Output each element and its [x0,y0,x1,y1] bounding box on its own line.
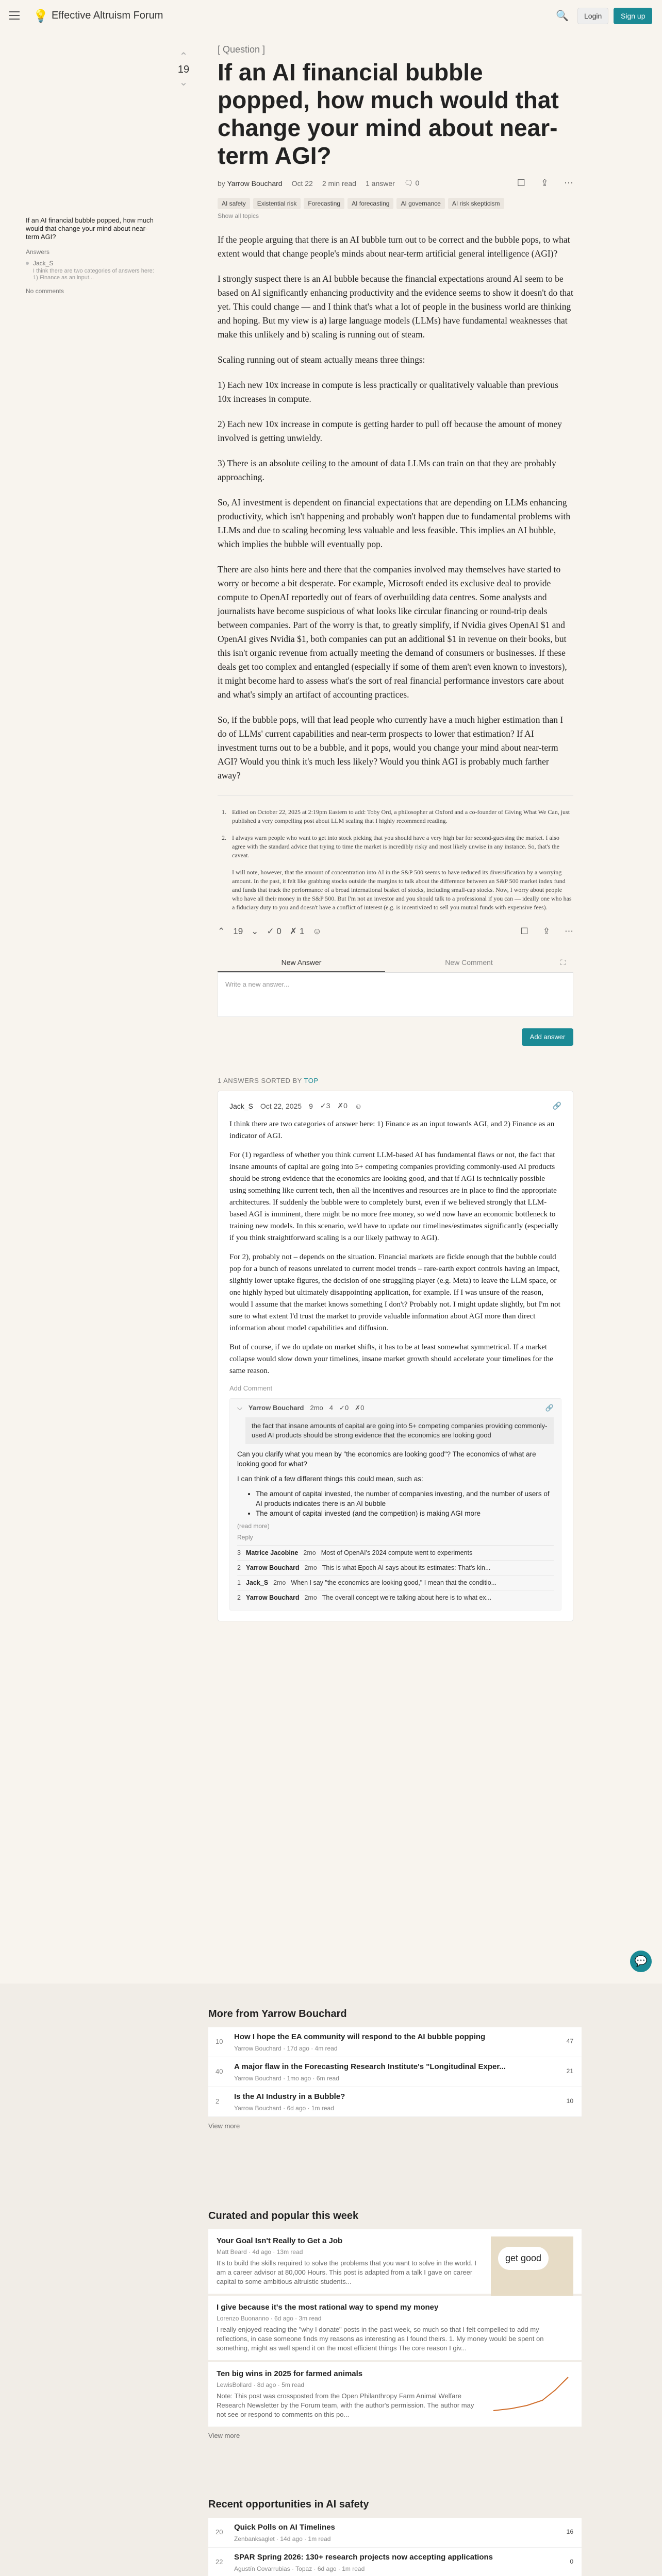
tab-new-answer[interactable]: New Answer [218,952,385,972]
sub-reply-score: 2 [237,1594,241,1601]
curated-card[interactable] [208,2296,582,2360]
more-from-section [208,2008,582,2130]
post-row-comments[interactable]: 10 [566,2097,573,2105]
tag-chip[interactable]: Forecasting [304,198,344,209]
answer-card [218,1091,573,1621]
sub-reply-author[interactable]: Yarrow Bouchard [245,1564,300,1571]
post-row-meta: Yarrow Bouchard · 1mo ago · 6m read [234,2075,339,2082]
curated-list [208,2229,582,2427]
sub-reply-score: 1 [237,1579,241,1586]
menu-icon[interactable] [9,11,20,20]
upvote-icon[interactable]: ⌃ [218,926,225,936]
answer-body [229,1118,561,1377]
curated-title[interactable]: Ten big wins in 2025 for farmed animals [217,2369,363,2378]
post-row-score: 2 [216,2097,220,2105]
post-row[interactable] [208,2027,582,2057]
site-title[interactable]: Effective Altruism Forum [52,10,163,21]
footnote-number: 1. [222,808,226,816]
curated-title[interactable]: I give because it's the most rational way to spend my money [217,2303,439,2312]
reply-header [237,1404,554,1412]
post-actions [218,926,573,937]
sub-replies [237,1545,554,1605]
reply-quote: the fact that insane amounts of capital are going into 5+ competing companies providing commonly-used AI products should be strong evidence that the economics are looking good [245,1417,554,1444]
add-answer-button[interactable]: Add answer [522,1028,573,1046]
sub-reply-author[interactable]: Matrice Jacobine [245,1549,299,1556]
answer-disagree[interactable]: ✗0 [337,1101,347,1110]
post-title: If an AI financial bubble popped, how much would that change your mind about near-term AGI? [218,59,559,169]
post-row-comments[interactable]: 47 [566,2038,573,2045]
curated-meta: Lorenzo Buonanno · 6d ago · 3m read [217,2315,322,2322]
post-vote-widget [173,52,194,88]
more-options-icon[interactable]: ⋯ [564,178,573,188]
sub-reply-time: 2mo [273,1579,286,1586]
more-from-list [208,2027,582,2117]
bookmark-icon[interactable]: ☐ [517,178,525,188]
link-icon[interactable]: 🔗 [545,1404,554,1412]
tab-new-comment[interactable]: New Comment [445,958,493,967]
curated-section [208,2210,582,2439]
post-date: Oct 22 [291,179,313,188]
post-paragraph: 2) Each new 10x increase in compute is getting harder to pull off because the amount of money involved is getting unwieldy. [218,419,562,443]
comment-icon: 🗨 [404,179,413,187]
post-row-title[interactable]: SPAR Spring 2026: 130+ research projects now accepting applications [234,2553,493,2562]
post-row-score: 22 [216,2558,223,2566]
post-row-meta: Yarrow Bouchard · 6d ago · 1m read [234,2105,334,2112]
curated-title[interactable]: Your Goal Isn't Really to Get a Job [217,2236,343,2245]
show-all-topics[interactable]: Show all topics [218,212,259,219]
sort-selector[interactable]: TOP [304,1077,319,1084]
post-paragraph: There are also hints here and there that the companies involved may themselves have started to worry or become a bit desperate. For example, Microsoft ended its exclusive deal to provide compute to OpenAI reportedly out of fears of overbuilding data centres. Some analysts and journalists have become suspicious of what looks like circular financing or round-trip deals between companies. Part of the worry is that, to greatly simplify, if Nvidia gives OpenAI $1 and OpenAI gives Nvidia $1, both companies can put an additional $1 in revenue on their books, but this isn't organic revenue from actually meeting the demand of consumers or businesses. If these deals get too complex and entangled (especially if some of them aren't even known to investors), it might become hard to assess what's the sort of real financial performance investors care about and what's simply an artifact of accounting practices. [218,564,567,700]
post-row-score: 10 [216,2038,223,2045]
post-row[interactable] [208,2548,582,2576]
chart-thumbnail [491,2369,573,2416]
upvote-icon[interactable]: ⌃ [179,51,188,62]
answer-disagree-count: 0 [343,1101,347,1110]
reply-disagree-count: 0 [360,1404,365,1412]
toc-answers-heading[interactable]: Answers [26,248,50,256]
opportunities-section [208,2499,582,2576]
reply-author[interactable]: Yarrow Bouchard [248,1404,304,1412]
sub-reply-excerpt[interactable]: Most of OpenAI's 2024 compute went to experiments [321,1549,473,1556]
post-row-title[interactable]: Quick Polls on AI Timelines [234,2523,335,2532]
reply-score: 4 [329,1404,334,1412]
add-comment-link[interactable]: Add Comment [229,1384,273,1392]
mini-chart-icon [491,2369,573,2416]
sub-reply-row[interactable] [237,1590,554,1605]
tag-chip[interactable]: AI forecasting [347,198,393,209]
post-row-meta: Agustín Covarrubias · Topaz · 6d ago · 1m read [234,2565,365,2572]
post-paragraph: 1) Each new 10x increase in compute is less practically or qualitatively valuable than previous 10x increases in compute. [218,380,558,404]
table-of-contents [26,216,155,295]
post-paragraph: 3) There is an absolute ceiling to the amount of data LLMs can train on that they are probably approaching. [218,458,556,482]
view-more-link[interactable]: View more [208,2432,240,2439]
curated-card[interactable] [208,2362,582,2427]
post-paragraph: I strongly suspect there is an AI bubble because the financial expectations around AI seem to be based on AI significantly enhancing productivity and the evidence seems to show it doesn't do that yet. This could change — and I think that's what a lot of people in the business world are thinking and hoping. But my view is a) large language models (LLMs) have fundamental weaknesses that make this unlikely and b) scaling is running out of steam. [218,274,573,340]
post-row-score: 20 [216,2528,223,2536]
react-icon[interactable]: ☺ [312,926,322,936]
footnote-number: 2. [222,834,226,841]
bookmark-icon[interactable]: ☐ [520,926,528,936]
post-row-title[interactable]: How I hope the EA community will respond to the AI bubble popping [234,2032,486,2041]
more-options-icon[interactable]: ⋯ [565,926,573,936]
post-row-comments[interactable]: 16 [566,2528,573,2535]
collapse-icon[interactable]: ⌵ [237,1404,242,1412]
reply-bullet: • The amount of capital invested, the number of companies investing, and the number of users of AI products indicates there is an AI bubble [256,1489,554,1509]
answer-date: Oct 22, 2025 [260,1101,302,1110]
comments-link[interactable] [404,179,419,188]
answer-paragraph: I think there are two categories of answer here: 1) Finance as an input towards AGI, and 2) Finance as an indicator of AGI. [229,1120,555,1140]
post-row[interactable] [208,2057,582,2087]
curated-excerpt: It's to build the skills required to solve the problems that you want to solve in the world. I am a career advisor at 80,000 Hours. This post is adapted from a talk I gave on career capital to some ambitious altruistic students... [217,2259,476,2285]
post-row-meta: Zenbanksaglet · 14d ago · 1m read [234,2535,331,2543]
curated-excerpt: Note: This post was crossposted from the Open Philanthropy Farm Animal Welfare Research Newsletter by the Forum team, with the author's permission. The author may not see or respond to comments on this po... [217,2392,474,2418]
section-title: More from Yarrow Bouchard [208,2008,347,2020]
sub-reply-row[interactable] [237,1560,554,1575]
curated-card[interactable] [208,2229,582,2294]
reply-paragraph: I can think of a few different things this could mean, such as: [237,1475,423,1483]
thumbnail-caption: get good [498,2247,549,2270]
tag-chip[interactable]: Existential risk [253,198,301,209]
disagree-button[interactable]: ✗ 1 [289,926,305,936]
answer-agree-count: 3 [326,1101,330,1110]
curated-meta: LewisBollard · 8d ago · 5m read [217,2381,305,2388]
reply-agree[interactable]: ✓0 [339,1404,349,1412]
reply-paragraph: Can you clarify what you mean by "the economics are looking good"? The economics of what are looking good for what? [237,1450,536,1468]
post-main [218,44,573,1621]
sub-reply-score: 3 [237,1549,241,1556]
react-icon[interactable]: ☺ [354,1101,362,1110]
opportunities-list [208,2518,582,2576]
post-meta [218,178,573,189]
top-header [0,0,662,33]
reply-bullets [256,1489,554,1518]
sort-prefix: 1 ANSWERS SORTED BY [218,1077,302,1084]
post-meta-icons [517,178,573,189]
post-author[interactable]: Yarrow Bouchard [227,179,283,188]
tag-chip[interactable]: AI risk skepticism [448,198,504,209]
answer-score: 9 [309,1101,313,1110]
curated-meta: Matt Beard · 4d ago · 13m read [217,2248,303,2256]
tag-chip[interactable]: AI safety [218,198,250,209]
signup-button[interactable]: Sign up [614,8,652,24]
reply-thread [229,1398,561,1611]
bottom-recommendations [0,1984,662,2576]
sub-reply-excerpt[interactable]: This is what Epoch AI says about its estimates: That's kin... [322,1564,491,1571]
answer-paragraph: But of course, if we do update on market shifts, it has to be at least somewhat symmetrical. If a market collapse would slow down your timelines, insane market growth should accelerate your timelines for the same reason. [229,1343,553,1375]
search-icon[interactable]: 🔍 [556,10,569,22]
action-score: 19 [233,926,243,936]
author-prefix: by Yarrow Bouchard [218,179,283,188]
answer-agree[interactable]: ✓3 [320,1101,330,1110]
view-more-link[interactable]: View more [208,2122,240,2130]
post-score: 19 [177,64,190,75]
sub-reply-time: 2mo [304,1594,317,1601]
agree-button[interactable]: ✓ 0 [267,926,282,936]
post-row-title[interactable]: A major flaw in the Forecasting Research Institute's "Longitudinal Exper... [234,2062,506,2071]
sub-reply-row[interactable] [237,1545,554,1560]
disagree-count: 1 [299,926,305,936]
reply-time: 2mo [310,1404,323,1412]
post-row-comments[interactable]: 0 [570,2558,573,2565]
answer-tabs [218,952,573,973]
sub-reply-author[interactable]: Jack_S [245,1579,269,1586]
share-icon[interactable]: ⇪ [542,926,550,936]
share-icon[interactable]: ⇪ [540,178,549,188]
login-button[interactable]: Login [577,8,608,24]
toc-no-comments[interactable]: No comments [26,287,64,295]
sub-reply-score: 2 [237,1564,241,1571]
sub-reply-excerpt[interactable]: The overall concept we're talking about here is to what ex... [322,1594,492,1601]
tag-list [218,198,573,209]
chat-icon[interactable]: 💬 [630,1951,652,1972]
comments-count: 0 [415,179,420,187]
reply-disagree[interactable]: ✗0 [355,1404,365,1412]
forum-logo-icon[interactable]: 💡 [33,9,48,23]
toc-answer-author[interactable]: Jack_S [26,260,155,267]
footnote: I will note, however, that the amount of concentration into AI in the S&P 500 seems to have reduced its diversification by a worrying amount. In the past, it felt like grabbing stocks outside the margins to talk about the difference between an S&P 500 market index fund and funds that track the performance of a broad international basket of stocks, including small-cap stocks. Now, I worry about people who have all their money in the S&P 500. But I'm not an investor and you should talk to a professional if you can — ideally one who has a fiduciary duty to you and doesn't have a conflict of interest (e.g. is incentivized to sell you mutual funds with expensive fees). [232,869,572,911]
read-more-link[interactable]: (read more) [237,1522,270,1530]
sub-reply-excerpt[interactable]: When I say "the economics are looking good," I mean that the conditio... [291,1579,497,1586]
toc-title[interactable]: If an AI financial bubble popped, how much would that change your mind about near-term AGI? [26,216,154,241]
downvote-icon[interactable]: ⌄ [251,926,259,936]
footnote: 2. I always warn people who want to get into stock picking that you should have a very high bar for second-guessing the market. I also agree with the standard advice that trying to time the market is incredibly risky and most likely unwise in any instance. So, that's the caveat. [222,834,560,859]
reply-link[interactable]: Reply [237,1534,253,1541]
post-paragraph: So, AI investment is dependent on financial expectations that are depending on LLMs enhancing productivity, which isn't happening and probably won't happen due to fundamental problems with LLMs and due to scaling becoming less valuable and less feasible. This implies an AI bubble, which implies the bubble will eventually pop. [218,497,571,549]
post-paragraph: If the people arguing that there is an AI bubble turn out to be correct and the bubble pops, to what extent would that change people's minds about near-term artificial general intelligence (AGI)? [218,234,570,259]
section-title: Curated and popular this week [208,2210,359,2222]
tag-chip[interactable]: AI governance [396,198,444,209]
curated-excerpt: I really enjoyed reading the "why I donate" posts in the past week, so much so that I felt compelled to add my reflections, in case someone finds my reasons as interesting as I found theirs. 1. My money would be spent on something, might as well spend it on the most efficient things The core reason I giv... [217,2326,544,2352]
answers-sort [218,1077,573,1084]
answer-paragraph: For 2), probably not – depends on the situation. Financial markets are fickle enough that the bubble could pop for a bunch of reasons unrelated to current model trends – rare-earth export controls having an impact, slightly lower uptake figures, the decision of one struggling player (e.g. Meta) to leave the LLM space, or one highly hyped but ultimately disappointing application, for example. If I was unsure of the reason, would I assume that the market knows something I don't? Probably not. I might update slightly, but I'm not sure to what extent I'd trust the market to provide valuable information about AGI more than direct information about model capabilities and diffusion. [229,1253,560,1332]
post-row[interactable] [208,2087,582,2117]
answer-input[interactable]: Write a new answer... [218,973,573,1017]
footnote: 1. Edited on October 22, 2025 at 2:19pm Eastern to add: Toby Ord, a philosopher at Oxford and a co-founder of Giving What We Can, just published a very compelling post about LLM scaling that I highly recommend reading. [222,808,570,824]
question-tag: [ Question ] [218,44,266,55]
downvote-icon[interactable]: ⌄ [179,77,188,88]
answer-author[interactable]: Jack_S [229,1101,253,1110]
post-paragraph: Scaling running out of steam actually means three things: [218,354,425,365]
post-row-title[interactable]: Is the AI Industry in a Bubble? [234,2092,345,2101]
post-paragraph: So, if the bubble pops, will that lead people who currently have a much higher estimation than I do of LLMs' current capabilities and near-term prospects to lower that estimation? If AI investment turns out to be a bubble, and it pops, would you change your mind about near-term AGI? Would you think it's much less likely? Would you think AGI is probably much farther away? [218,715,564,781]
post-row[interactable] [208,2518,582,2548]
answer-header [229,1101,561,1110]
agree-count: 0 [276,926,282,936]
reply-bullet: • The amount of capital invested (and the competition) is making AGI more [256,1509,554,1518]
section-title: Recent opportunities in AI safety [208,2499,369,2510]
footnotes [218,808,573,912]
sub-reply-row[interactable] [237,1575,554,1590]
reply-agree-count: 0 [344,1404,349,1412]
post-row-comments[interactable]: 21 [566,2067,573,2075]
sub-reply-time: 2mo [303,1549,316,1556]
post-body [218,233,573,783]
toc-answer-excerpt[interactable]: I think there are two categories of answers here: 1) Finance as an input... [33,268,154,281]
curated-thumbnail [491,2236,573,2298]
sub-reply-time: 2mo [304,1564,317,1571]
read-time: 2 min read [322,179,356,188]
post-row-meta: Yarrow Bouchard · 17d ago · 4m read [234,2045,338,2052]
answer-paragraph: For (1) regardless of whether you think current LLM-based AI has fundamental flaws or not, the fact that insane amounts of capital are going into 5+ competing companies providing commonly-used AI products should be strong evidence that the economics are looking good, and that if AGI is technically possible using something like current tech, then all the incentives and resources are in place to find the appropriate architectures. If suddenly the bubble were to completely burst, even if we believed strongly that LLM-based AGI is imminent, there might be no more free money, so we'd now have an economic bottleneck to training new models. In this scenario, we'd have to update our timelines/estimates significantly (especially if you think straightforward scaling is a our likely pathway to AGI). [229,1151,558,1242]
post-row-score: 40 [216,2067,223,2075]
action-right-icons [521,926,574,937]
sub-reply-author[interactable]: Yarrow Bouchard [245,1594,300,1601]
answers-count[interactable]: 1 answer [365,179,395,188]
link-icon[interactable]: 🔗 [552,1101,561,1110]
expand-icon[interactable]: ⛶ [560,958,566,967]
